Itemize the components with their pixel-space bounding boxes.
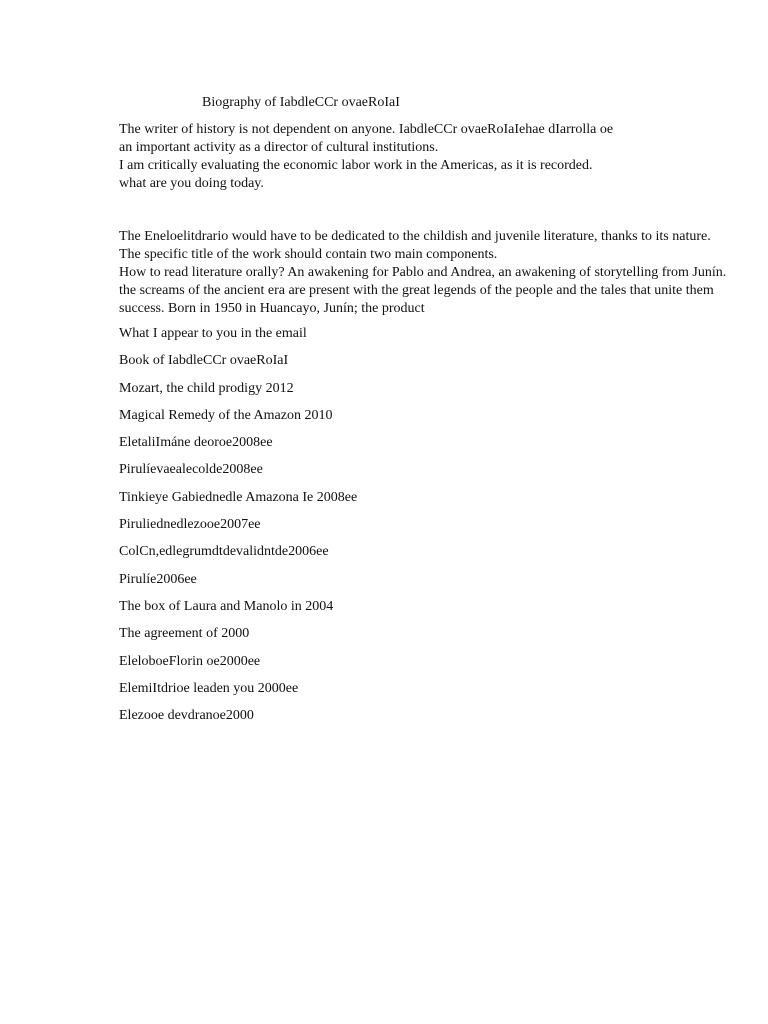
list-item: Mozart, the child prodigy 2012 bbox=[119, 380, 294, 396]
list-item: Magical Remedy of the Amazon 2010 bbox=[119, 407, 333, 423]
intro-paragraph bbox=[119, 121, 759, 193]
intro-line: what are you doing today. bbox=[119, 176, 264, 191]
works-list bbox=[119, 325, 719, 734]
document-title: Biography of IabdleCCr ovaeRoIaI bbox=[202, 95, 400, 110]
intro-line: an important activity as a director of cultural institutions. bbox=[119, 140, 439, 155]
list-item: Piruliednedlezooe2007ee bbox=[119, 517, 261, 533]
intro-line: I am critically evaluating the economic labor work in the Americas, as it is recorded. bbox=[119, 158, 593, 173]
list-item: Pirulíevaealecolde2008ee bbox=[119, 462, 263, 478]
list-item: Elezooe devdranoe2000 bbox=[119, 708, 254, 724]
list-item: EletaliImáne deoroe2008ee bbox=[119, 435, 273, 451]
list-item: ColCn,edlegrumdtdevalidntde2006ee bbox=[119, 544, 329, 560]
body-line: the screams of the ancient era are present with the great legends of the people and the tales that unite them bbox=[119, 283, 714, 298]
list-item: The agreement of 2000 bbox=[119, 626, 250, 642]
list-item: What I appear to you in the email bbox=[119, 326, 307, 341]
list-item: Pirulíe2006ee bbox=[119, 571, 197, 587]
body-line: success. Born in 1950 in Huancayo, Junín; the product bbox=[119, 301, 425, 316]
body-line: The Eneloelitdrario would have to be dedicated to the childish and juvenile literature, thanks to its nature. bbox=[119, 229, 711, 244]
list-item: Tinkieye Gabiednedle Amazona Ie 2008ee bbox=[119, 489, 358, 505]
body-line: How to read literature orally? An awakening for Pablo and Andrea, an awakening of storytelling from Junín. bbox=[119, 265, 727, 280]
list-item: ElemiItdrioe leaden you 2000ee bbox=[119, 680, 299, 696]
list-item: The box of Laura and Manolo in 2004 bbox=[119, 598, 334, 614]
list-item: EleloboeFlorin oe2000ee bbox=[119, 653, 261, 669]
body-paragraph bbox=[119, 228, 759, 318]
list-item: Book of IabdleCCr ovaeRoIaI bbox=[119, 353, 289, 369]
body-line: The specific title of the work should contain two main components. bbox=[119, 247, 498, 262]
intro-line: The writer of history is not dependent on anyone. IabdleCCr ovaeRoIaIehae dIarrolla oe bbox=[119, 122, 614, 137]
